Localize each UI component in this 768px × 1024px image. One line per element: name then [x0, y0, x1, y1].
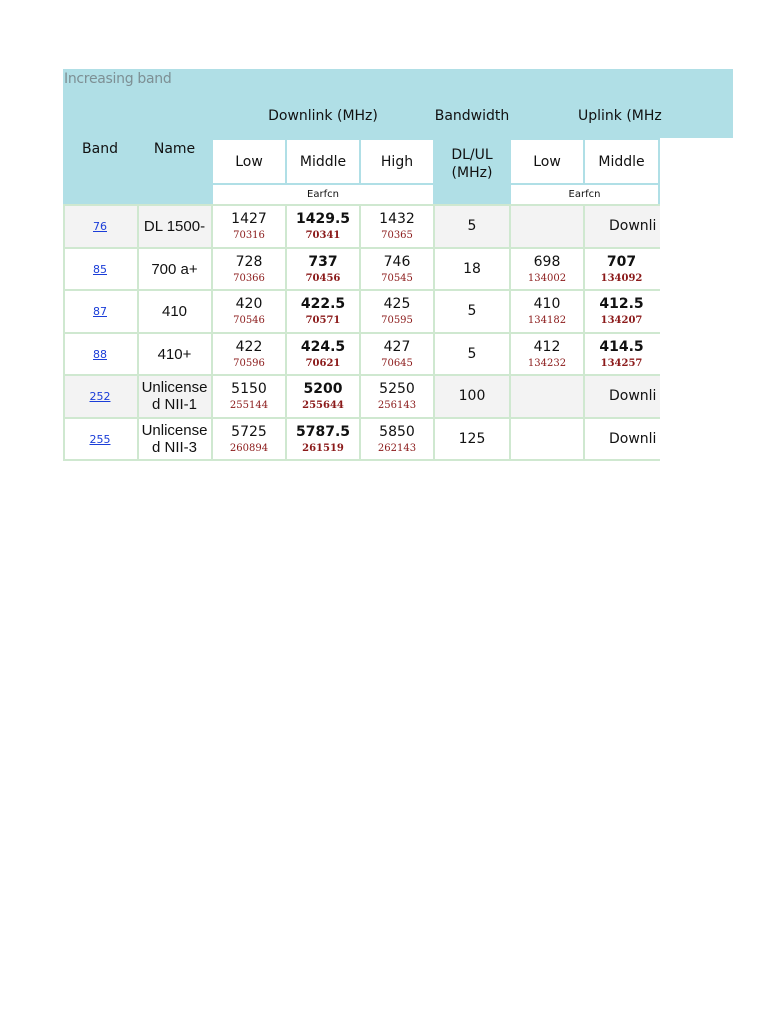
band-name: DL 1500-	[143, 217, 206, 235]
grid-line-horizontal	[63, 459, 660, 461]
header-bandwidth: Bandwidth	[434, 108, 510, 124]
cell-band	[63, 248, 137, 290]
earfcn-value: 70365	[381, 229, 413, 241]
bandwidth-value: 100	[458, 388, 486, 404]
earfcn-value: 262143	[377, 442, 417, 454]
band-name: 410	[161, 302, 188, 320]
header-downlink: Downlink (MHz)	[268, 108, 378, 124]
uplink-downlink-only-note: Downli	[609, 388, 657, 404]
cell-dlMid	[287, 205, 359, 247]
earfcn-value: 70546	[233, 314, 265, 326]
earfcn-value: 255144	[229, 399, 269, 411]
cell-name	[138, 205, 211, 247]
earfcn-value: 70545	[381, 272, 413, 284]
cell-ulMid	[585, 290, 658, 332]
earfcn-value: 70366	[233, 272, 265, 284]
frequency-value: 5150	[231, 380, 267, 397]
frequency-value: 1427	[231, 210, 267, 227]
frequency-value: 412.5	[599, 295, 644, 312]
earfcn-value: 134257	[600, 357, 643, 369]
cell-band	[63, 418, 137, 460]
bandwidth-value: 5	[467, 346, 477, 362]
cell-ulMid	[585, 248, 658, 290]
band-link[interactable]: 255	[89, 432, 111, 446]
frequency-value: 746	[383, 253, 411, 270]
header-ul-low: Low	[511, 140, 583, 183]
earfcn-value: 134002	[527, 272, 567, 284]
earfcn-value: 70571	[305, 314, 341, 326]
cell-dlLow	[213, 290, 285, 332]
earfcn-value: 70456	[305, 272, 341, 284]
band-name: Unlicense d NII-3	[141, 422, 208, 456]
frequency-value: 422	[235, 338, 263, 355]
band-name: 700 a+	[151, 260, 198, 278]
cell-dlHigh	[361, 418, 433, 460]
earfcn-value: 261519	[302, 442, 344, 454]
earfcn-value: 134232	[527, 357, 567, 369]
band-link[interactable]: 88	[93, 347, 107, 361]
cell-name	[138, 290, 211, 332]
header-dl-high: High	[361, 140, 433, 183]
frequency-value: 410	[533, 295, 561, 312]
cell-name	[138, 418, 211, 460]
grid-line-horizontal	[63, 374, 660, 376]
bandwidth-value: 18	[463, 261, 481, 277]
earfcn-value: 134182	[527, 314, 567, 326]
cell-dlHigh	[361, 205, 433, 247]
grid-line-horizontal	[63, 417, 660, 419]
cell-dlMid	[287, 375, 359, 417]
table-row	[63, 333, 660, 375]
cell-bw	[435, 290, 509, 332]
cell-ulLow	[511, 290, 583, 332]
earfcn-value: 70621	[305, 357, 341, 369]
frequency-value: 412	[533, 338, 561, 355]
grid-line-horizontal	[63, 289, 660, 291]
earfcn-value: 70316	[233, 229, 265, 241]
frequency-value: 422.5	[300, 295, 346, 312]
earfcn-value: 256143	[377, 399, 417, 411]
cell-dlLow	[213, 375, 285, 417]
cell-bw	[435, 418, 509, 460]
frequency-value: 5725	[231, 423, 267, 440]
earfcn-value: 70596	[233, 357, 265, 369]
header-dl-low: Low	[213, 140, 285, 183]
header-uplink: Uplink (MHz	[578, 108, 662, 124]
frequency-value: 414.5	[599, 338, 644, 355]
earfcn-value: 70341	[305, 229, 341, 241]
cell-bw	[435, 375, 509, 417]
table-row	[63, 205, 660, 247]
header-dl-middle: Middle	[287, 140, 359, 183]
cell-name	[138, 248, 211, 290]
cell-dlLow	[213, 333, 285, 375]
frequency-value: 728	[235, 253, 263, 270]
cell-dlMid	[287, 248, 359, 290]
band-name: 410+	[157, 345, 192, 363]
cell-dlLow	[213, 418, 285, 460]
frequency-value: 5200	[303, 380, 343, 397]
frequency-value: 427	[383, 338, 411, 355]
grid-line-horizontal	[63, 204, 660, 206]
band-link[interactable]: 87	[93, 304, 107, 318]
frequency-value: 698	[533, 253, 561, 270]
frequency-value: 707	[606, 253, 637, 270]
cell-band	[63, 333, 137, 375]
bandwidth-value: 5	[467, 218, 477, 234]
frequency-value: 1432	[379, 210, 415, 227]
header-band: Band	[82, 141, 118, 157]
band-link[interactable]: 85	[93, 262, 107, 276]
frequency-value: 424.5	[300, 338, 346, 355]
cell-name	[138, 375, 211, 417]
cell-dlHigh	[361, 290, 433, 332]
cell-ulLow	[511, 248, 583, 290]
cell-ulLow	[511, 333, 583, 375]
cell-dlLow	[213, 205, 285, 247]
cell-band	[63, 375, 137, 417]
cell-ulMid	[585, 333, 658, 375]
cell-dlMid	[287, 333, 359, 375]
header-name: Name	[153, 141, 196, 157]
header-ul-earfcn: Earfcn	[511, 185, 658, 204]
earfcn-value: 70595	[381, 314, 413, 326]
header-dl-earfcn: Earfcn	[213, 185, 433, 204]
earfcn-value: 70645	[381, 357, 413, 369]
cell-bw	[435, 205, 509, 247]
cell-name	[138, 333, 211, 375]
frequency-value: 5787.5	[295, 423, 351, 440]
grid-line-horizontal	[63, 332, 660, 334]
cell-dlHigh	[361, 248, 433, 290]
cell-dlLow	[213, 248, 285, 290]
cell-band	[63, 290, 137, 332]
band-link[interactable]: 252	[89, 389, 111, 403]
cell-bw	[435, 333, 509, 375]
table-row	[63, 290, 660, 332]
band-link[interactable]: 76	[93, 219, 107, 233]
grid-line-horizontal	[63, 247, 660, 249]
header-ul-middle: Middle	[585, 140, 658, 183]
cell-dlHigh	[361, 375, 433, 417]
table-row	[63, 375, 660, 417]
table-row	[63, 418, 660, 460]
uplink-downlink-only-note: Downli	[609, 431, 657, 447]
table-row	[63, 248, 660, 290]
frequency-value: 5850	[379, 423, 415, 440]
header-bandwidth-sub: DL/UL (MHz)	[451, 147, 493, 181]
earfcn-value: 134092	[600, 272, 643, 284]
bandwidth-value: 5	[467, 303, 477, 319]
cell-dlHigh	[361, 333, 433, 375]
cell-dlMid	[287, 290, 359, 332]
cell-dlMid	[287, 418, 359, 460]
band-name: Unlicense d NII-1	[141, 379, 208, 413]
earfcn-value: 255644	[302, 399, 344, 411]
bandwidth-value: 125	[458, 431, 486, 447]
earfcn-value: 260894	[229, 442, 269, 454]
frequency-value: 737	[308, 253, 338, 270]
cell-bw	[435, 248, 509, 290]
uplink-downlink-only-note: Downli	[609, 218, 657, 234]
earfcn-value: 134207	[600, 314, 643, 326]
frequency-value: 1429.5	[295, 210, 351, 227]
cell-band	[63, 205, 137, 247]
frequency-value: 5250	[379, 380, 415, 397]
table-caption: Increasing band	[64, 71, 172, 87]
frequency-value: 420	[235, 295, 263, 312]
frequency-value: 425	[383, 295, 411, 312]
